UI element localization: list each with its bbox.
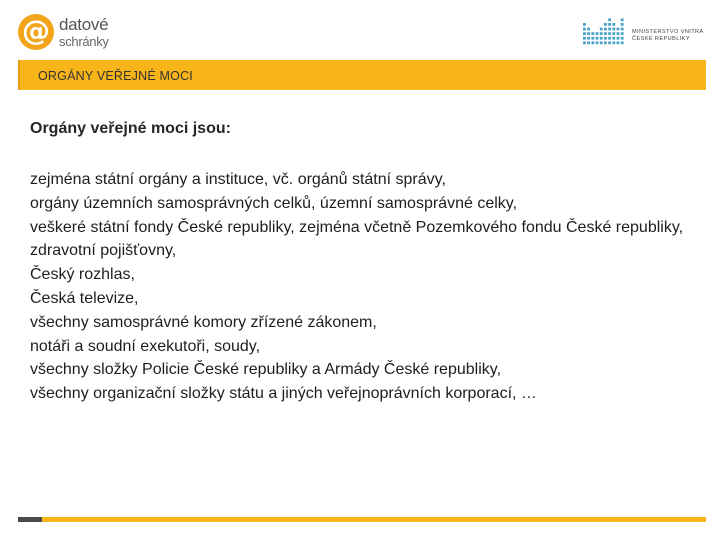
at-sign-icon: @: [18, 14, 54, 50]
logo-text-line1: datové: [59, 15, 109, 34]
logo-dot: [596, 41, 599, 44]
footer-bar: [18, 517, 706, 522]
list-item: zejména státní orgány a instituce, vč. orgánů státní správy,: [30, 171, 446, 188]
logo-dot: [621, 23, 624, 26]
list-item: všechny organizační složky státu a jiných veřejnoprávních korporací, …: [30, 385, 537, 403]
logo-dot: [617, 37, 620, 40]
logo-dot: [608, 32, 611, 35]
logo-dot: [604, 28, 607, 31]
logo-dot: [583, 32, 586, 35]
banner-title: ORGÁNY VEŘEJNÉ MOCI: [38, 69, 193, 83]
list-item: všechny složky Policie České republiky a Armády České republiky,: [30, 361, 502, 379]
list-item: orgány územních samosprávných celků, územní samosprávné celky,: [30, 194, 518, 212]
logo-dot: [583, 37, 586, 40]
list-item: zdravotní pojišťovny,: [30, 242, 177, 260]
logo-dot: [617, 32, 620, 35]
logo-dot: [608, 41, 611, 44]
logo-dot: [587, 41, 590, 44]
ministry-logo: [582, 16, 712, 48]
logo-dot: [612, 37, 615, 40]
logo-dot: [591, 41, 594, 44]
logo-dot: [608, 23, 611, 26]
logo-dot: [587, 32, 590, 35]
logo-text-line2: schránky: [59, 34, 109, 49]
logo-dot: [612, 23, 615, 26]
logo-dot: [612, 41, 615, 44]
logo-dot: [612, 28, 615, 31]
organ-list: [30, 168, 700, 406]
logo-dot: [587, 37, 590, 40]
list-item: notáři a soudní exekutoři, soudy,: [30, 337, 261, 355]
logo-dot: [583, 23, 586, 26]
logo-dot: [596, 32, 599, 35]
list-item: Český rozhlas,: [30, 266, 135, 284]
logo-dot: [604, 37, 607, 40]
list-item: veškeré státní fondy České republiky, zejména včetně Pozemkového fondu České republiky,: [30, 218, 684, 236]
list-item: Česká televize,: [30, 289, 139, 307]
list-item: všechny samosprávné komory zřízené zákonem,: [30, 313, 377, 331]
logo-dot: [608, 18, 611, 21]
logo-dot: [591, 37, 594, 40]
logo-dot: [600, 41, 603, 44]
logo-dot: [600, 32, 603, 35]
logo-dot: [587, 28, 590, 31]
logo-dot: [621, 28, 624, 31]
logo-dot: [596, 37, 599, 40]
ministry-dot-grid-icon: [582, 16, 626, 48]
logo-dot: [621, 41, 624, 44]
logo-dot: [617, 41, 620, 44]
logo-dot: [600, 37, 603, 40]
logo-dot: [608, 28, 611, 31]
content-heading: Orgány veřejné moci jsou:: [30, 120, 231, 137]
logo-dot: [583, 28, 586, 31]
logo-dot: [604, 32, 607, 35]
ministry-name-line1: MINISTERSTVO VNITRA: [632, 29, 704, 35]
logo-dot: [621, 37, 624, 40]
logo-dot: [621, 32, 624, 35]
ministry-name-line2: ČESKÉ REPUBLIKY: [632, 36, 690, 42]
logo-dot: [617, 28, 620, 31]
logo-dot: [583, 41, 586, 44]
logo-dot: [604, 23, 607, 26]
datove-schranky-logo: [18, 14, 128, 50]
title-banner: [18, 60, 706, 90]
logo-dot: [608, 37, 611, 40]
logo-dot: [591, 32, 594, 35]
logo-dot: [604, 41, 607, 44]
logo-dot: [621, 18, 624, 21]
footer-accent: [18, 517, 42, 522]
logo-dot: [612, 32, 615, 35]
logo-dot: [600, 28, 603, 31]
